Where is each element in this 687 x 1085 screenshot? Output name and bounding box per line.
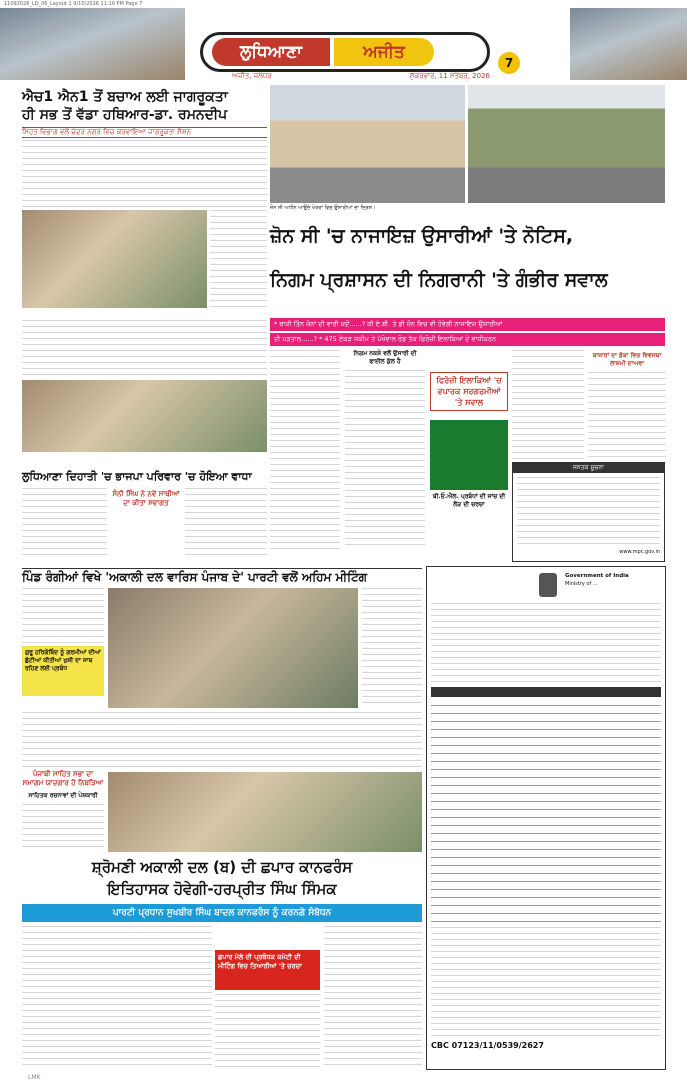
story4-headline: ਪਿੰਡ ਰੰਗੀਆਂ ਵਿਖੇ 'ਅਕਾਲੀ ਦਲ ਵਾਰਿਸ ਪੰਜਾਬ ਦੇ' ਪਾਰਟੀ ਵਲੋਂ ਅਹਿਮ ਮੀਟਿੰਗ — [22, 568, 422, 585]
story1-headline-line2: ਹੀ ਸਭ ਤੋਂ ਵੱਡਾ ਹਥਿਆਰ-ਡਾ. ਰਮਨਦੀਪ — [22, 107, 228, 123]
story3-headline: ਲੁਧਿਆਣਾ ਦਿਹਾਤੀ 'ਚ ਭਾਜਪਾ ਪਰਿਵਾਰ 'ਚ ਹੋਇਆ ਵਾਧਾ — [22, 470, 252, 483]
story3-col1 — [22, 488, 107, 560]
story2-box2-title: ਬੀ.ਓ.ਐਲ. ਪ੍ਰਬੰਧਾਂ ਦੀ ਜਾਂਚ ਦੀ ਲੋੜ ਦੀ ਚਰਚਾ — [432, 493, 506, 508]
top-photo-buildings-1 — [270, 85, 465, 203]
tender-code: CBC 07123/11/0539/2627 — [431, 1041, 544, 1050]
story2-col4 — [512, 350, 584, 460]
story6-redbox: ਛਪਾਰ ਮੇਲੇ ਦੀ ਪ੍ਰਬੰਧਕ ਕਮੇਟੀ ਦੀ ਮੀਟਿੰਗ ਵਿਚ ਤਿਆਰੀਆਂ 'ਤੇ ਚਰਚਾ — [215, 950, 320, 990]
story6-headline-line1: ਸ਼੍ਰੋਮਣੀ ਅਕਾਲੀ ਦਲ (ਬ) ਦੀ ਛਪਾਰ ਕਾਨਫਰੰਸ — [91, 858, 353, 876]
story3-col2 — [185, 488, 267, 560]
story5-headline: ਪੰਜਾਬੀ ਸਾਹਿਤ ਸਭਾ ਦਾ ਸਮਾਗਮ ਯਾਦਗਾਰ ਹੋ ਨਿਬੜਿਆ — [22, 770, 104, 787]
story2-col5 — [588, 372, 666, 460]
story4-yellow-box: ਗੁਰੂ ਹਰਿਗੋਬਿੰਦ ਨੂੰ ਗਰਮੀਆਂ ਦੀਆਂ ਛੁੱਟੀਆਂ ਕੀਤੀਆਂ ਖੁਸ਼ੀ ਦਾ ਸਾਥ ਰਹਿਣ ਲਈ ਪ੍ਰਬੰਧ — [22, 646, 104, 696]
story6-banner: ਪਾਰਟੀ ਪ੍ਰਧਾਨ ਸੁਖਬੀਰ ਸਿੰਘ ਬਾਦਲ ਕਾਨਫਰੰਸ ਨੂੰ ਕਰਨਗੇ ਸੰਬੋਧਨ — [22, 904, 422, 922]
tender-notice — [426, 566, 666, 1070]
story3-inset: ਸੰਨੀ ਸਿੰਘ ਨੇ ਨਵੇਂ ਸਾਥੀਆਂ ਦਾ ਕੀਤਾ ਸਵਾਗਤ — [112, 490, 180, 507]
story5-text — [22, 804, 104, 850]
masthead-right-photo — [570, 8, 687, 80]
page-footer — [0, 1072, 687, 1085]
story2-green-box — [430, 420, 508, 490]
story1-kicker: ਸਿਹਤ ਵਿਭਾਗ ਵਲੋਂ ਚੰਦਰ ਨਗਰ ਵਿਚ ਕਰਵਾਇਆ ਜਾਗਰੂਕਤਾ ਸੈਸ਼ਨ — [22, 127, 267, 138]
top-photo-buildings-2 — [468, 85, 665, 203]
story3-photo-caption — [22, 455, 267, 467]
tender-footer-text — [431, 927, 661, 1037]
story3-photo — [22, 380, 267, 452]
masthead-date: ਸ਼ੁੱਕਰਵਾਰ, 11 ਸਤੰਬਰ, 2026 — [409, 72, 490, 80]
public-notice-box — [512, 462, 665, 562]
story2-box-title: ਫਿਰੋਜ਼ੀ ਇਲਾਕਿਆਂ 'ਚ ਵਪਾਰਕ ਸਰਗਰਮੀਆਂ 'ਤੇ ਸਵਾਲ — [430, 372, 508, 411]
page-number: 7 — [498, 52, 520, 74]
story5-kicker: ਸਾਹਿਤਕ ਰਚਨਾਵਾਂ ਦੀ ਪੇਸ਼ਕਾਰੀ — [28, 792, 98, 799]
story2-col1 — [270, 350, 340, 550]
story2-banner-1: * ਬਾਕੀ ਤਿੰਨ ਜ਼ੋਨਾਂ ਦੀ ਵਾਰੀ ਕਦੋਂ......? ਕੀ ਏ.ਬੀ. ਤੇ ਡੀ ਜ਼ੋਨ ਵਿਚ ਵੀ ਹੋਵੇਗੀ ਨਾਜਾਇਜ਼ ਉਸਾਰੀਆਂ — [270, 318, 665, 331]
story6-headline-line2: ਇਤਿਹਾਸਕ ਹੋਵੇਗੀ-ਹਰਪ੍ਰੀਤ ਸਿੰਘ ਸਿੰਮਕ — [107, 880, 337, 898]
story2-col2 — [345, 370, 425, 550]
public-notice-text — [517, 477, 660, 545]
story2-subhead: ਨਿਗਮ ਨਕਸ਼ੇ ਵਲੋਂ ਉਸਾਰੀ ਦੀ ਫਾਈਲ ਕੁੱਲ ਹੈ — [353, 350, 417, 365]
footer-left: LMK — [28, 1074, 41, 1081]
tender-table — [431, 698, 661, 923]
masthead-title-left: ਲੁਧਿਆਣਾ — [212, 38, 330, 66]
masthead-title-right: ਅਜੀਤ — [334, 38, 434, 66]
masthead-city: ਅਜੀਤ, ਜਲੰਧਰ — [232, 72, 272, 80]
story4-col3 — [362, 588, 422, 708]
story1-side-text — [210, 210, 267, 308]
tender-subtitle: Ministry of ... — [565, 581, 598, 587]
story5-photo — [108, 772, 422, 852]
story4-photo — [108, 588, 358, 708]
story2-banner-2: ਦੀ ਪੜਤਾਲ......? * 475 ਏਕੜ ਸਕੀਮ ਤੇ ਪੱਖੋਵਾਲ ਰੋਡ ਤੱਕ ਫਿਰੋਜ਼ੀ ਇਲਾਕਿਆਂ ਦੇ ਵਾਧੀਕਰਨ — [270, 333, 665, 346]
story4-continued-text — [22, 712, 422, 767]
emblem-icon — [539, 573, 557, 597]
story1-continued-text — [22, 320, 267, 376]
story2-headline-line2: ਨਿਗਮ ਪ੍ਰਸ਼ਾਸਨ ਦੀ ਨਿਗਰਾਨੀ 'ਤੇ ਗੰਭੀਰ ਸਵਾਲ — [270, 269, 608, 291]
public-notice-website: www.mpc.gov.in — [619, 549, 660, 555]
story1-photo — [22, 210, 207, 308]
masthead — [0, 8, 687, 80]
public-notice-header: ਜਨਤਕ ਸੂਚਨਾ — [513, 463, 664, 473]
story2-side-title: ਬਾਜ਼ਾਰਾਂ ਦਾ ਡੱਬਾ ਵਿਚ ਵਿਵਸਥਾ ਲਾਜ਼ਮੀ ਦਾਅਵਾ — [592, 352, 662, 367]
print-slug: 11092026_LD_06_Layout 1 9/10/2026 11:10 PM Page 7 — [4, 1, 143, 7]
story6-col1 — [22, 926, 212, 1068]
story1-body-text — [22, 140, 267, 208]
tender-table-header — [431, 687, 661, 697]
story2-headline-line1: ਜ਼ੋਨ ਸੀ 'ਚ ਨਾਜਾਇਜ਼ ਉਸਾਰੀਆਂ 'ਤੇ ਨੋਟਿਸ, — [270, 225, 574, 247]
story6-col3 — [324, 926, 422, 1068]
top-photo-caption: ਜ਼ੋਨ ਸੀ ਅਧੀਨ ਆਉਂਦੇ ਖੇਤਰਾਂ ਵਿਚ ਉਸਾਰੀਆਂ ਦਾ ਦ੍ਰਿਸ਼। — [270, 205, 376, 211]
story1-headline-line1: ਐਚ1 ਐਨ1 ਤੋਂ ਬਚਾਅ ਲਈ ਜਾਗਰੂਕਤਾ — [22, 89, 228, 105]
tender-intro-text — [431, 603, 661, 683]
story4-col1 — [22, 588, 104, 644]
masthead-left-photo — [0, 8, 185, 80]
story6-col2 — [215, 994, 320, 1068]
tender-title: Government of India — [565, 573, 629, 579]
